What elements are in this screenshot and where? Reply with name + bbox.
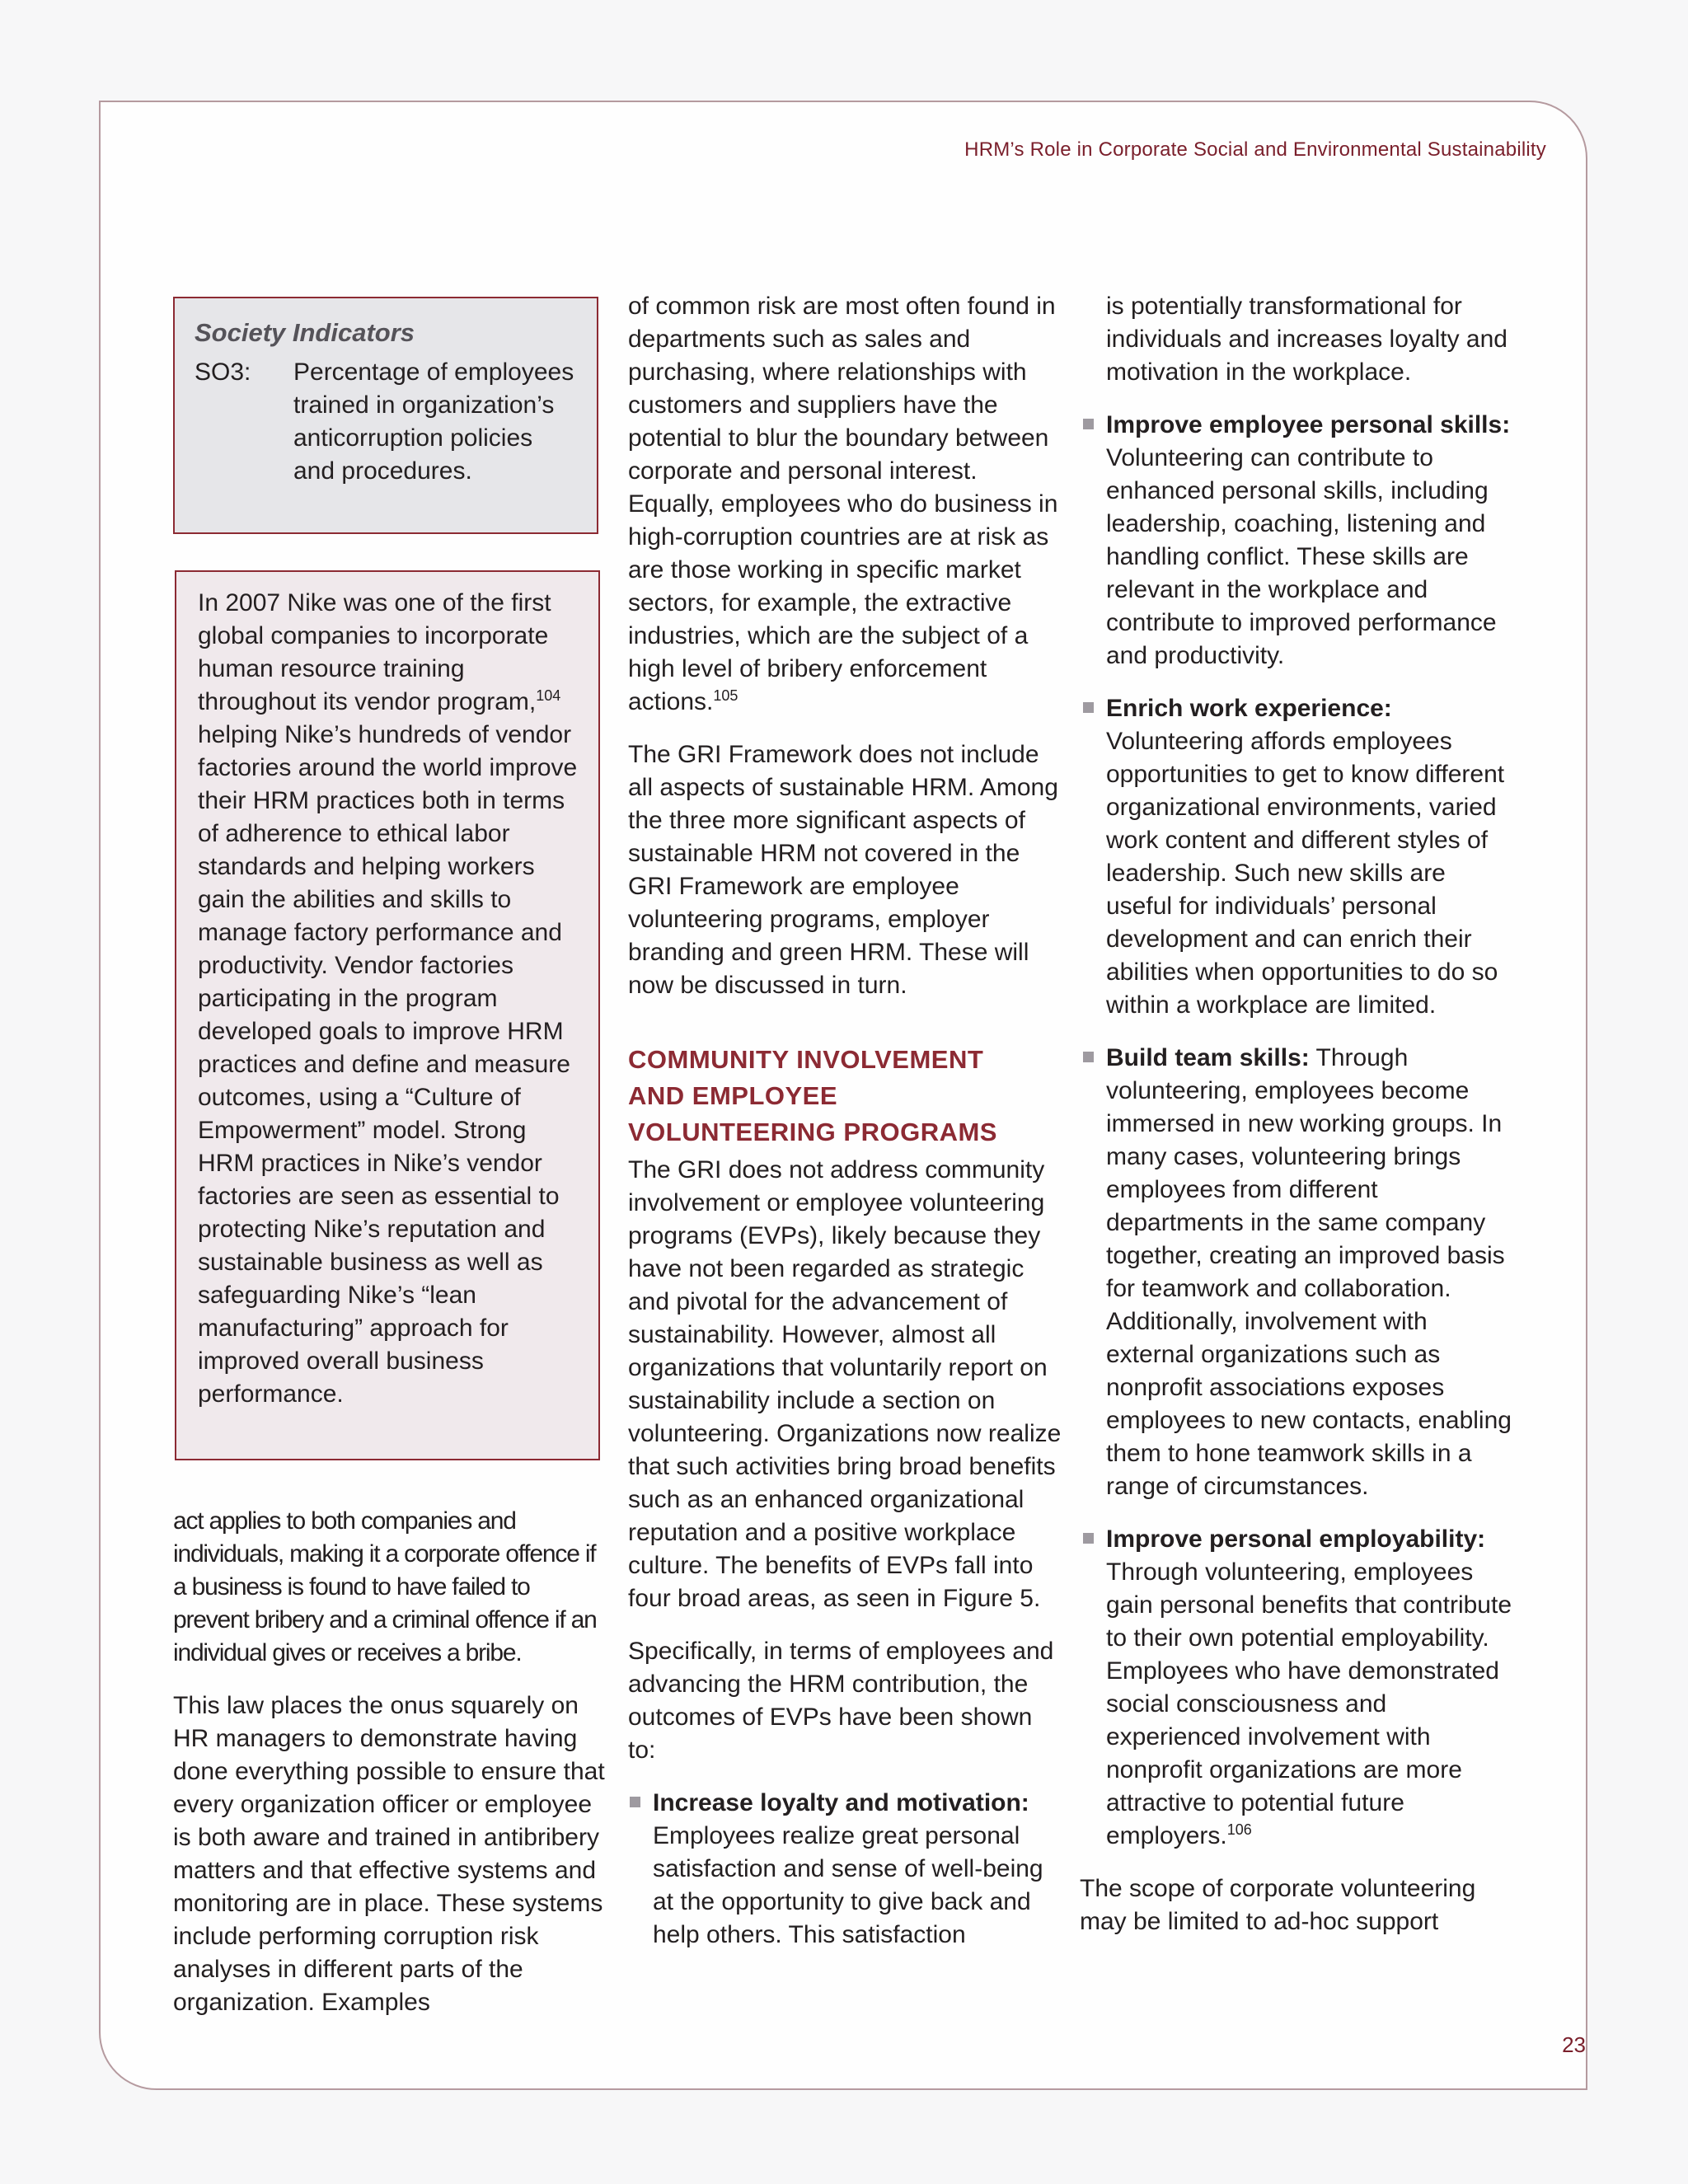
society-indicators-box (173, 297, 598, 534)
bullet-continuation (1081, 290, 1518, 389)
column-3-bullet-list (1081, 290, 1518, 1853)
indicator-text: Percentage of employees trained in organization’s anticorruption policies and procedures. (293, 359, 574, 485)
indicator-row (195, 356, 577, 488)
bullet-square-icon (1083, 1533, 1094, 1544)
bullet-item (628, 1787, 1065, 1952)
footnote-ref-106: 106 (1226, 1821, 1252, 1838)
column-2-bullet-list (628, 1787, 1065, 1952)
bullet-label: Improve personal employability: (1106, 1526, 1486, 1553)
nike-case-text-part1: In 2007 Nike was one of the first global companies to incorporate human resource training throughout its vendor program, (198, 589, 551, 715)
bullet-text: Through volunteering, employees become immersed in new working groups. In many cases, volunteering brings employees from different departments in the same company together, creating an improved basis for teamwork and collaboration. Additionally, involvement with external organizations such as nonprofit associations exposes employees to new contacts, enabling them to hone teamwork skills in a range of circumstances. (1106, 1044, 1512, 1500)
bullet-square-icon (1083, 419, 1094, 429)
column-2-body (628, 290, 1065, 1971)
bullet-item (1081, 1042, 1518, 1503)
column-1-body (173, 1505, 608, 2039)
column-3-body (1081, 290, 1518, 1958)
section-heading (628, 1042, 1065, 1151)
column-2-paragraph-1-text: of common risk are most often found in departments such as sales and purchasing, where relationships with customers and suppliers have the potential to blur the boundary between corporate and personal interest. Equally, employees who do business in high-corruption countries are at risk as are those working in specific market sectors, for example, the extractive industries, which are the subject of a high level of bribery enforcement actions. (628, 293, 1058, 715)
bullet-label: Build team skills: (1106, 1044, 1310, 1071)
column-2-paragraph-4: Specifically, in terms of employees and advancing the HRM contribution, the outcomes of EVPs have been shown to: (628, 1638, 1054, 1764)
indicator-code: SO3: (195, 359, 251, 386)
bullet-continuation-text: is potentially transformational for individuals and increases loyalty and motivation in the workplace. (1106, 293, 1507, 386)
bullet-text: Through volunteering, employees gain personal benefits that contribute to their own potential employability. Employees who have demonstrated social consciousness and experienced involvement with nonprofit organizations are more attractive to potential future employers. (1106, 1558, 1512, 1849)
section-heading-line-1: COMMUNITY INVOLVEMENT (628, 1045, 984, 1074)
bullet-square-icon (630, 1797, 640, 1807)
column-2-paragraph-2: The GRI Framework does not include all aspects of sustainable HRM. Among the three more significant aspects of sustainable HRM not covered in the GRI Framework are employee volunteering programs, employer branding and green HRM. These will now be discussed in turn. (628, 741, 1058, 999)
bullet-item (1081, 409, 1518, 673)
page-number: 23 (1562, 2032, 1586, 2057)
bullet-text: Employees realize great personal satisfaction and sense of well-being at the opportunity to give back and help others. This satisfaction (653, 1822, 1043, 1948)
indicator-box-title: Society Indicators (195, 318, 415, 347)
column-2-paragraph-1 (628, 290, 1065, 719)
bullet-label: Enrich work experience: (1106, 695, 1392, 722)
section-heading-line-2: AND EMPLOYEE (628, 1081, 838, 1110)
section-heading-line-3: VOLUNTEERING PROGRAMS (628, 1118, 997, 1146)
bullet-text: Volunteering affords employees opportunities to get to know different organizational environments, varied work content and different styles of leadership. Such new skills are useful for individuals’ personal development and can enrich their abilities when opportunities to do so within a workplace are limited. (1106, 728, 1505, 1019)
bullet-square-icon (1083, 702, 1094, 713)
column-3-closing-paragraph: The scope of corporate volunteering may be limited to ad-hoc support (1080, 1875, 1476, 1935)
nike-case-text (198, 587, 579, 1411)
bullet-item (1081, 692, 1518, 1022)
footnote-ref-104: 104 (536, 687, 561, 704)
nike-case-box (175, 570, 600, 1460)
column-1-paragraph-1: act applies to both companies and individuals, making it a corporate offence if a business is found to have failed to prevent bribery and a criminal offence if an individual gives or receives a bribe. (173, 1507, 597, 1666)
column-1-paragraph-2: This law places the onus squarely on HR managers to demonstrate having done everything possible to ensure that every organization officer or employee is both aware and trained in antibribery matters and that effective systems and monitoring are in place. These systems include performing corruption risk analyses in different parts of the organization. Examples (173, 1692, 605, 2016)
bullet-label: Improve employee personal skills: (1106, 411, 1511, 438)
bullet-item (1081, 1523, 1518, 1853)
running-head: HRM’s Role in Corporate Social and Environmental Sustainability (964, 138, 1546, 161)
nike-case-text-part2: helping Nike’s hundreds of vendor factories around the world improve their HRM practices both in terms of adherence to ethical labor standards and helping workers gain the abilities and skills to manage factory performance and productivity. Vendor factories participating in the program developed goals to improve HRM practices and define and measure outcomes, using a “Culture of Empowerment” model. Strong HRM practices in Nike’s vendor factories are seen as essential to protecting Nike’s reputation and sustainable business as well as safeguarding Nike’s “lean manufacturing” approach for improved overall business performance. (198, 721, 578, 1408)
column-2-paragraph-3: The GRI does not address community involvement or employee volunteering programs (EVPs), likely because they have not been regarded as strategic and pivotal for the advancement of sustainability. However, almost all organizations that voluntarily report on sustainability include a section on volunteering. Organizations now realize that such activities bring broad benefits such as an enhanced organizational reputation and a positive workplace culture. The benefits of EVPs fall into four broad areas, as seen in Figure 5. (628, 1156, 1062, 1612)
bullet-square-icon (1083, 1052, 1094, 1062)
bullet-text: Volunteering can contribute to enhanced personal skills, including leadership, coaching, listening and handling conflict. These skills are relevant in the workplace and contribute to improved performance and productivity. (1106, 444, 1497, 669)
bullet-label: Increase loyalty and motivation: (653, 1789, 1029, 1816)
footnote-ref-105: 105 (713, 687, 738, 704)
